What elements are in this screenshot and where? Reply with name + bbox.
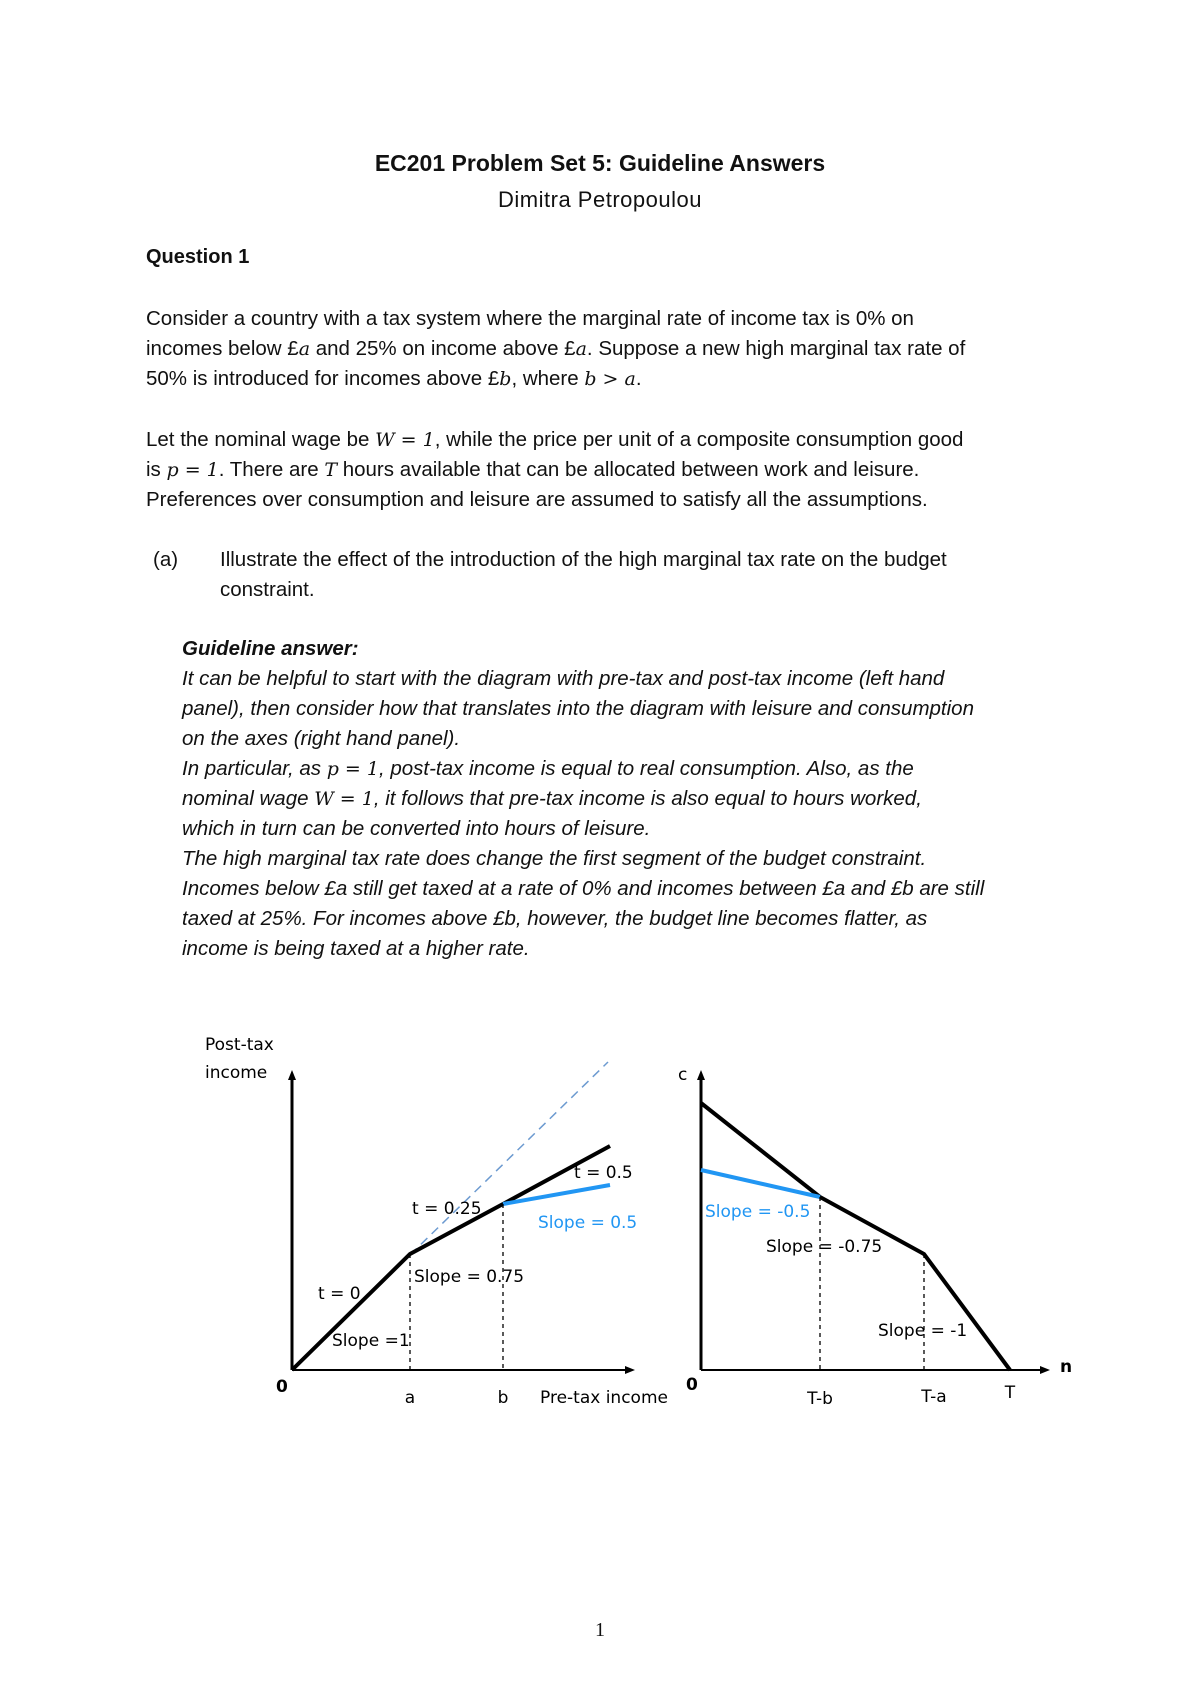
guideline-line: It can be helpful to start with the diagram with pre-tax and post-tax income (left hand — [182, 667, 945, 690]
part-a-text: Illustrate the effect of the introduction of the high marginal tax rate on the budget constraint. — [220, 548, 947, 601]
question-paragraph-2 — [146, 425, 1066, 515]
part-a-label: (a) — [153, 548, 179, 571]
label-slope-05: Slope = 0.5 — [538, 1213, 638, 1233]
guideline-line: on the axes (right hand panel). — [182, 727, 461, 750]
label-t05: t = 0.5 — [574, 1163, 633, 1183]
guideline-line: nominal wage W = 1, it follows that pre-tax income is also equal to hours worked, — [182, 787, 922, 810]
right-origin-label: 0 — [686, 1375, 698, 1395]
document-author: Dimitra Petropoulou — [498, 187, 702, 212]
p2-line-1: Let the nominal wage be W = 1, while the price per unit of a composite consumption good — [146, 428, 964, 451]
guideline-line: The high marginal tax rate does change the first segment of the budget constraint. — [182, 847, 927, 870]
tick-t: T — [1004, 1383, 1016, 1403]
label-slope-1: Slope =1 — [332, 1331, 410, 1351]
tick-b: b — [497, 1388, 509, 1408]
right-x-label: n — [1060, 1357, 1073, 1377]
label-slope-075: Slope = 0.75 — [414, 1267, 525, 1287]
tick-a: a — [404, 1388, 416, 1408]
guideline-line: which in turn can be converted into hours of leisure. — [182, 817, 651, 840]
tick-t-minus-b: T-b — [807, 1389, 833, 1409]
left-y-label-2: income — [205, 1063, 268, 1083]
right-y-label: c — [678, 1065, 688, 1085]
tick-t-minus-a: T-a — [921, 1387, 947, 1407]
label-t025: t = 0.25 — [412, 1199, 482, 1219]
question-paragraph-1 — [146, 304, 1066, 394]
guideline-heading: Guideline answer: — [182, 637, 359, 660]
guideline-line: income is being taxed at a higher rate. — [182, 937, 530, 960]
guideline-answer — [182, 634, 1082, 964]
guideline-line: taxed at 25%. For incomes above £b, however, the budget line becomes flatter, as — [182, 907, 928, 930]
part-a-question — [153, 545, 1053, 605]
p2-line-3: Preferences over consumption and leisure are assumed to satisfy all the assumptions. — [146, 488, 928, 511]
page-number: 1 — [595, 1619, 605, 1641]
p1-line-1: Consider a country with a tax system where the marginal rate of income tax is 0% on — [146, 307, 914, 330]
left-x-label: Pre-tax income — [540, 1388, 668, 1408]
budget-constraint-figure — [0, 1000, 1200, 1420]
document-title: EC201 Problem Set 5: Guideline Answers — [374, 150, 826, 176]
p2-line-2: is p = 1. There are T hours available that can be allocated between work and leisure. — [146, 458, 920, 481]
label-slope-m075: Slope = -0.75 — [766, 1237, 883, 1257]
left-origin-label: 0 — [276, 1377, 288, 1397]
question-heading: Question 1 — [146, 246, 250, 268]
left-panel — [205, 1035, 668, 1408]
guideline-line: panel), then consider how that translates into the diagram with leisure and consumption — [182, 697, 974, 720]
p1-line-2: incomes below £a and 25% on income above £a. Suppose a new high marginal tax rate of — [146, 337, 966, 360]
p1-line-3: 50% is introduced for incomes above £b, where b > a. — [146, 367, 642, 390]
left-y-label-1: Post-tax — [205, 1035, 274, 1055]
right-panel — [678, 1065, 1072, 1409]
label-t0: t = 0 — [318, 1284, 361, 1304]
guideline-line: In particular, as p = 1, post-tax income is equal to real consumption. Also, as the — [182, 757, 914, 780]
guideline-line: Incomes below £a still get taxed at a rate of 0% and incomes between £a and £b are still — [182, 877, 985, 900]
label-slope-m1: Slope = -1 — [878, 1321, 968, 1341]
label-slope-m05: Slope = -0.5 — [705, 1202, 811, 1222]
